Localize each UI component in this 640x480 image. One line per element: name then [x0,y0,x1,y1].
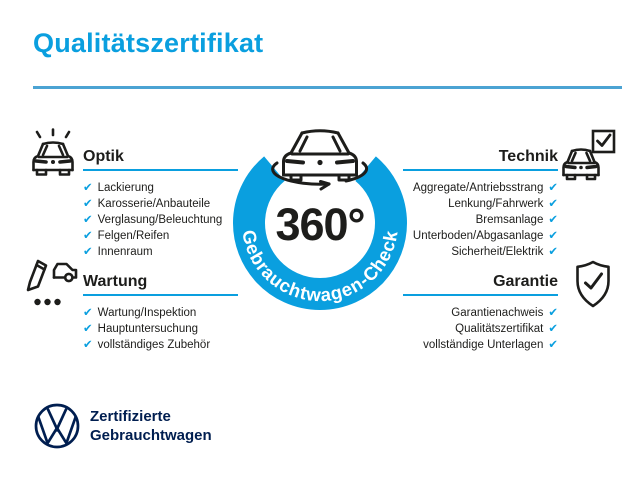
list-item [83,180,238,196]
service-pen-car-icon [25,257,79,311]
item-label: Karosserie/Anbauteile [97,198,211,210]
check-icon: ✔ [548,321,558,335]
list-item [403,212,558,228]
car-checkbox-icon [560,127,618,185]
section-garantie [403,272,558,353]
section-underline [403,294,558,296]
list-item [403,196,558,212]
item-label: vollständiges Zubehör [97,339,211,351]
car-badge-dot [579,166,583,170]
check-icon: ✔ [548,337,558,351]
item-label: Bremsanlage [475,214,544,226]
list-item [83,321,238,337]
item-label: Garantienachweis [451,307,544,319]
list-item [403,244,558,260]
list-item [403,180,558,196]
check-icon: ✔ [548,228,558,242]
car-rotation-icon [273,131,367,189]
car-badge-dot [51,160,55,164]
list-item [403,337,558,353]
page-title: Qualitätszertifikat [33,28,264,58]
checklist-technik [403,180,558,260]
list-item [403,228,558,244]
dots [34,299,60,305]
item-label: Aggregate/Antriebsstrang [412,182,544,194]
checklist-garantie [403,305,558,353]
list-item [83,244,238,260]
checklist-wartung [83,305,238,353]
check-icon: ✔ [83,180,93,194]
list-item [403,321,558,337]
check-icon: ✔ [83,337,93,351]
ring-arc [249,169,391,294]
item-label: Felgen/Reifen [97,230,170,242]
section-heading-optik: Optik [83,148,124,165]
section-technik [403,147,558,260]
check-icon: ✔ [83,305,93,319]
footer-claim [90,407,212,445]
ring-label-textpath: Gebrauchtwagen-Check [238,228,402,306]
check-icon: ✔ [548,305,558,319]
checklist-optik [83,180,238,260]
item-label: Unterboden/Abgasanlage [412,230,544,242]
section-underline [403,169,558,171]
section-heading-wartung: Wartung [83,273,148,290]
check-icon: ✔ [83,244,93,258]
item-label: Sicherheit/Elektrik [451,246,544,258]
list-item [83,196,238,212]
list-item [403,305,558,321]
footer-claim-line1: Zertifizierte [90,408,171,425]
check-icon: ✔ [548,212,558,226]
check-icon: ✔ [83,321,93,335]
item-label: Hauptuntersuchung [97,323,199,335]
item-label: Lackierung [97,182,154,194]
center-value: 360° [275,199,365,250]
header-divider [33,86,622,89]
check-icon: ✔ [83,196,93,210]
item-label: vollständige Unterlagen [423,339,544,351]
item-label: Qualitätszertifikat [455,323,544,335]
section-heading-garantie: Garantie [493,273,558,290]
check-icon: ✔ [548,196,558,210]
check-icon: ✔ [548,180,558,194]
list-item [83,337,238,353]
list-item [83,212,238,228]
car-front-shine-icon [27,128,79,184]
footer-claim-line2: Gebrauchtwagen [90,427,212,444]
vw-logo [33,402,81,450]
item-label: Wartung/Inspektion [97,307,197,319]
shield-check-icon [570,257,616,315]
check-icon: ✔ [83,228,93,242]
item-label: Innenraum [97,246,153,258]
car-badge-dot [317,160,322,165]
list-item [83,305,238,321]
section-optik [83,147,238,260]
check-icon: ✔ [548,244,558,258]
check-icon: ✔ [83,212,93,226]
list-item [83,228,238,244]
section-wartung [83,272,238,353]
item-label: Lenkung/Fahrwerk [448,198,544,210]
section-heading-technik: Technik [498,148,558,165]
item-label: Verglasung/Beleuchtung [97,214,223,226]
ring-label-text [238,228,402,305]
section-underline [83,294,238,296]
section-underline [83,169,238,171]
checkbox-glyph [593,131,614,152]
